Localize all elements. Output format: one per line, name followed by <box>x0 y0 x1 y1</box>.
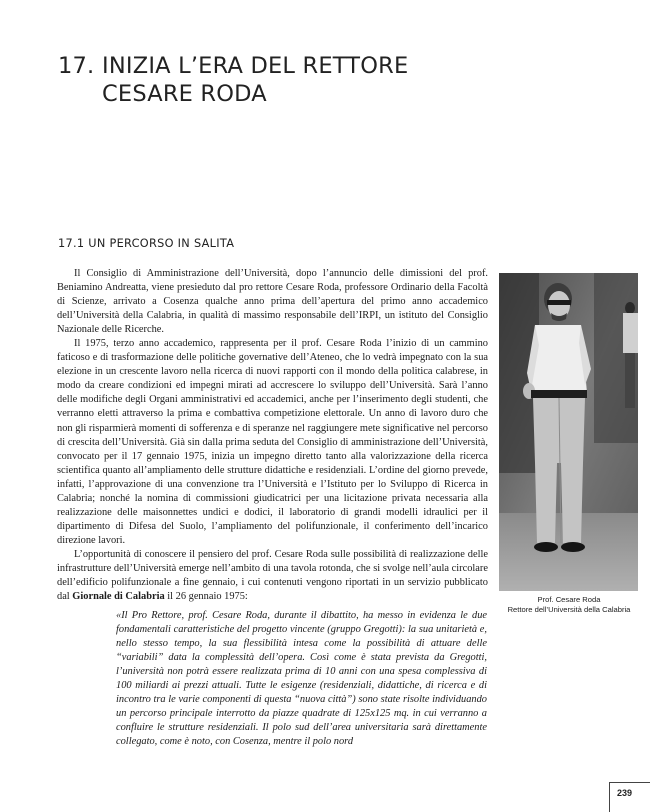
paragraph-3-end: il 26 gennaio 1975: <box>164 591 248 603</box>
chapter-title-line2: CESARE RODA <box>102 81 267 107</box>
caption-line2: Rettore dell’Università della Calabria <box>507 604 631 614</box>
page-number: 239 <box>617 788 633 798</box>
paragraph-3 <box>57 548 488 604</box>
quotation-text: «Il Pro Rettore, prof. Cesare Roda, durante il dibattito, ha messo in evidenza le due fondamentali caratteristiche del progetto vincente (gruppo Gregotti): la sua unitarietà e, nello stesso tempo, la sua flessibilità intesa come la possibilità di attuare delle “variabili” data la complessità dell’opera. Così come è stata prevista da Gregotti, l’università non potrà essere realizzata prima di 10 anni con una spesa complessiva di 100 miliardi ai prezzi attuali. Tutte le esigenze (residenziali, didattiche, di ricerca e di incontro tra le varie componenti di questa “nuova città”) sono state risolte individuando un percorso principale interrotto da piazze quadrate di 125x125 mq. in cui verranno a confluire le strutture residenziali. Il polo sud dell’area universitaria sarà direttamente collegato, come è noto, con Cosenza, mentre il polo nord <box>116 610 487 748</box>
newspaper-name: Giornale di Calabria <box>72 591 165 603</box>
section-title: 17.1 UN PERCORSO IN SALITA <box>58 237 235 250</box>
photo-caption <box>496 595 642 614</box>
paragraph-1: Il Consiglio di Amministrazione dell’Università, dopo l’annuncio delle dimissioni del prof. Beniamino Andreatta, viene presieduto dal pro rettore Cesare Roda, professore Ordinario della Facoltà di Scienze, arrivato a Cosenza qualche anno prima dell’apertura del primo anno accademico dell’Università della Calabria, in qualità di massimo responsabile dell’IRPI, un istituto del Consiglio Nazionale delle Ricerche. <box>57 268 488 336</box>
paragraph-3-text: L’opportunità di conoscere il pensiero del prof. Cesare Roda sulle possibilità di realizzazione delle infrastrutture dell’Università emerge nell’ambito di una tavola rotonda, che si svolge nell’aula circolare dell’edificio polifunzionale a fine gennaio, i cui contenuti vengono riportati in un servizio pubblicato dal <box>57 548 488 603</box>
quotation-block <box>116 609 487 749</box>
chapter-title-line1: INIZIA L’ERA DEL RETTORE <box>102 53 409 79</box>
body-text <box>57 267 488 604</box>
chapter-title <box>58 52 408 108</box>
portrait-illustration <box>499 273 638 591</box>
paragraph-2: Il 1975, terzo anno accademico, rappresenta per il prof. Cesare Roda l’inizio di un cammino faticoso e di trasformazione delle politiche governative dell’Ateneo, che lo vedrà impegnato con la sua elezione in un crescente lavoro nella ricerca di nuovi rapporti con il mondo della politica calabrese, in modo da creare condizioni ed impegni mirati ad accrescere lo sviluppo dell’Università. Sarà l’anno delle modifiche degli Organi amministrativi ed accademici, anche per l’inserimento degli studenti, che verranno eletti attraverso la prima e combattiva competizione elettorale. Un anno di lavoro duro che non gli risparmierà momenti di sofferenza e di speranze nel raggiungere mete significative nel percorso di crescita dell’Università. Già sin dalla prima seduta del Consiglio di amministrazione dell’Università, convocato per il 17 gennaio 1975, inizia un impegno diretto tanto alla valorizzazione della ricerca scientifica quanto all’ampliamento delle strutture didattiche e residenziali. L’ordine del giorno prevede, infatti, l’approvazione di una convenzione tra l’Università e l’Istituto per lo Sviluppo di Ricerca in Calabria; nonché la nomina di commissioni giudicatrici per una licitazione privata necessaria alla realizzazione delle maisonnettes undici e dodici, il laboratorio di grandi modelli idraulici per il dipartimento di Difesa del Suolo, l’ampliamento del polifunzionale, il conferimento dell’incarico direzione lavori. <box>57 338 488 546</box>
chapter-number: 17. <box>58 53 95 79</box>
portrait-photo <box>499 273 638 591</box>
caption-line1: Prof. Cesare Roda <box>537 595 601 604</box>
